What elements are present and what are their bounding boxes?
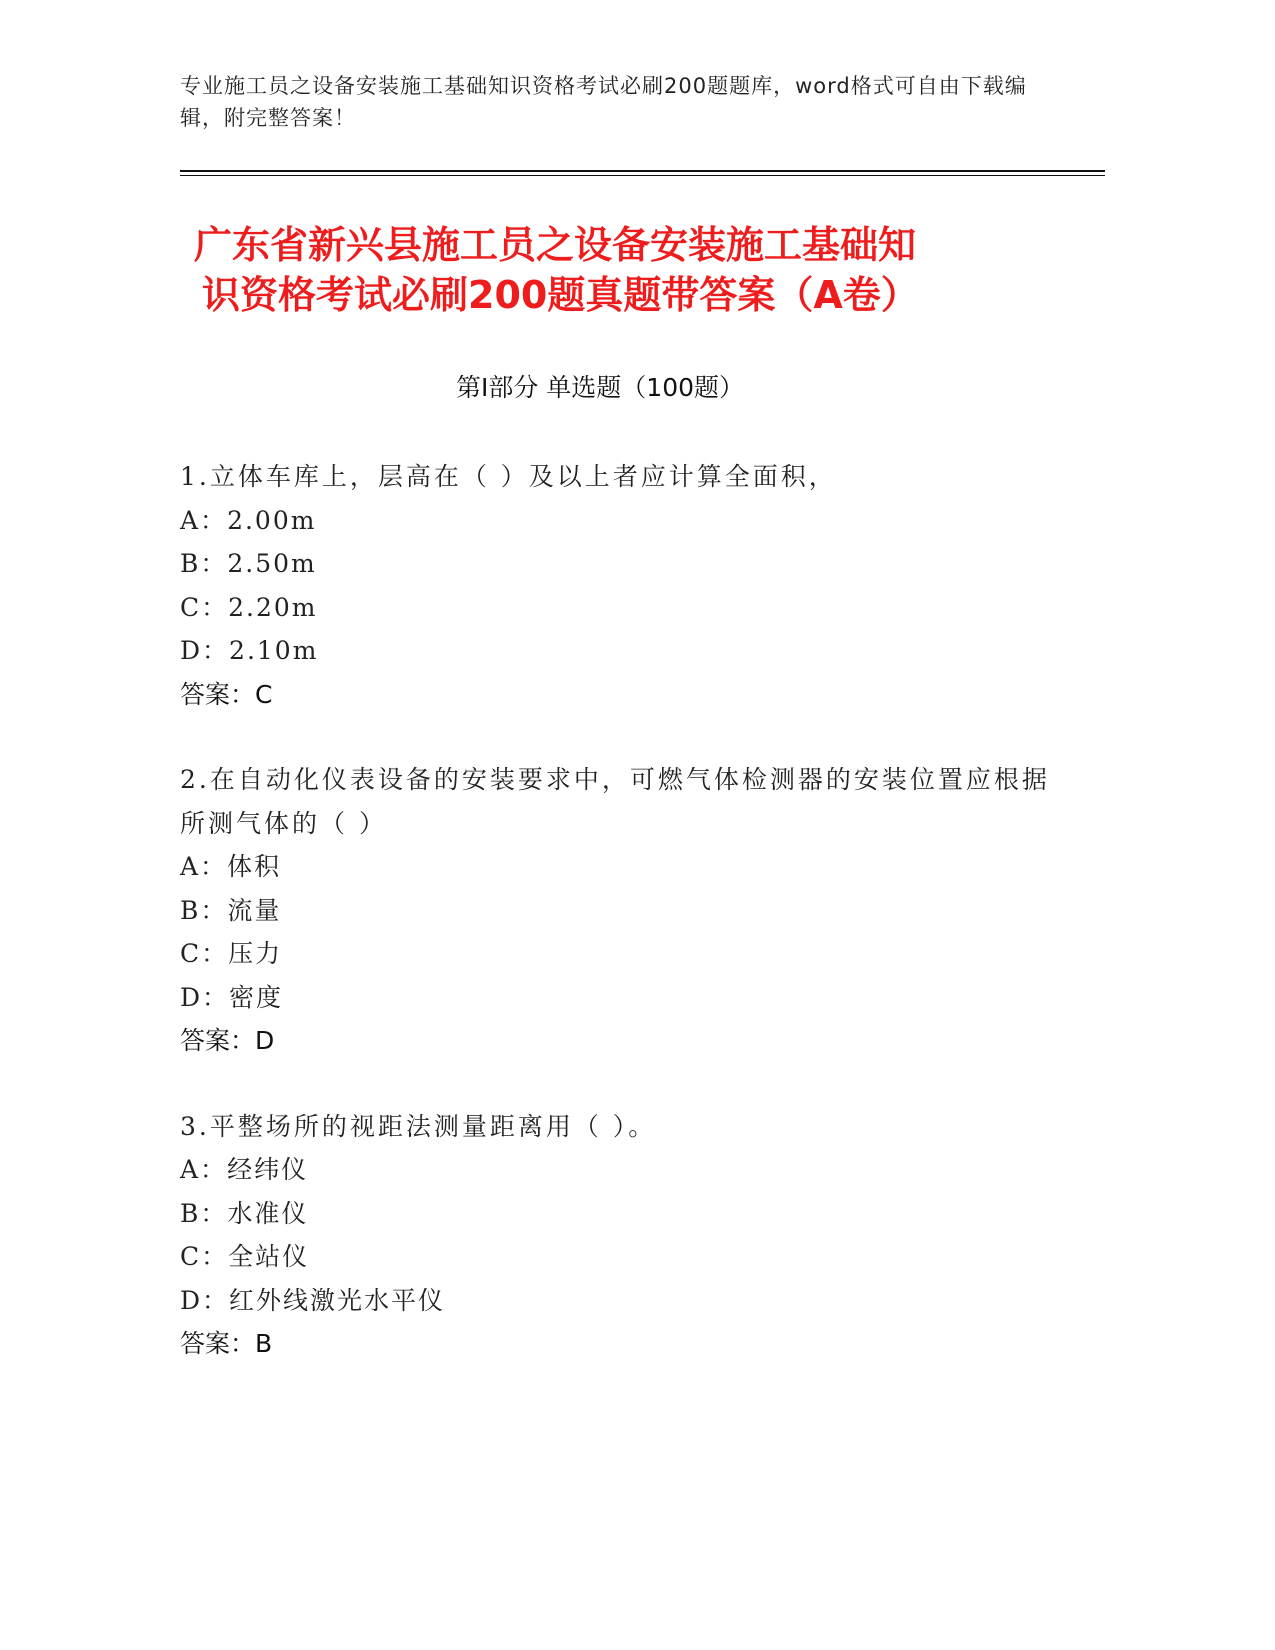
option-text: 2.20m (228, 592, 318, 622)
answer-line: 答案：D (180, 1026, 275, 1055)
question-1 (180, 455, 1050, 716)
question-stem: 1.立体车库上，层高在（ ）及以上者应计算全面积， (180, 462, 837, 491)
document-title-line-1: 广东省新兴县施工员之设备安装施工基础知 (194, 223, 917, 267)
option-d (180, 976, 1050, 1020)
option-c (180, 586, 1050, 630)
question-list (180, 455, 1050, 1408)
option-b (180, 889, 1050, 933)
option-key: B： (180, 1198, 228, 1228)
header-rule-thin (180, 175, 1105, 176)
document-title-line-2: 识资格考试必刷200题真题带答案（A卷） (202, 273, 919, 317)
answer-line: 答案：C (180, 679, 273, 709)
option-text: 2.10m (229, 636, 319, 665)
header-note: 专业施工员之设备安装施工基础知识资格考试必刷200题题库，word格式可自由下载编辑，附完整答案！ (180, 74, 1027, 130)
section-title: 第Ⅰ部分 单选题（100题） (455, 373, 745, 402)
option-text: 红外线激光水平仪 (229, 1285, 446, 1315)
question-stem: 3.平整场所的视距法测量距离用（ ）。 (180, 1111, 657, 1141)
option-key: C： (180, 592, 229, 622)
option-key: C： (180, 1242, 229, 1271)
option-key: D： (180, 636, 230, 665)
option-text: 密度 (229, 982, 284, 1012)
header-rule-thick (180, 170, 1105, 172)
question-stem: 2.在自动化仪表设备的安装要求中，可燃气体检测器的安装位置应根据所测气体的（ ） (180, 765, 1050, 838)
question-3 (180, 1105, 1050, 1366)
option-key: C： (180, 939, 229, 968)
answer-line: 答案：B (180, 1329, 273, 1358)
option-text: 全站仪 (228, 1242, 310, 1271)
option-key: A： (180, 852, 228, 881)
option-text: 水准仪 (227, 1198, 309, 1228)
option-text: 压力 (228, 939, 283, 968)
option-key: D： (180, 1285, 230, 1315)
option-key: D： (180, 982, 230, 1012)
option-d (180, 629, 1050, 673)
option-a (180, 845, 1050, 889)
option-key: A： (180, 505, 228, 535)
option-text: 流量 (227, 895, 282, 925)
option-text: 体积 (227, 852, 282, 881)
option-d (180, 1279, 1050, 1323)
option-key: B： (180, 549, 228, 578)
option-a (180, 1148, 1050, 1192)
question-2 (180, 758, 1050, 1063)
option-c (180, 1235, 1050, 1279)
option-key: A： (180, 1155, 228, 1184)
option-a (180, 499, 1050, 543)
option-text: 2.00m (227, 505, 317, 535)
option-b (180, 1192, 1050, 1236)
option-key: B： (180, 895, 228, 925)
document-title (180, 220, 1094, 320)
option-b (180, 542, 1050, 586)
option-c (180, 932, 1050, 976)
option-text: 经纬仪 (227, 1155, 309, 1184)
option-text: 2.50m (227, 549, 317, 578)
